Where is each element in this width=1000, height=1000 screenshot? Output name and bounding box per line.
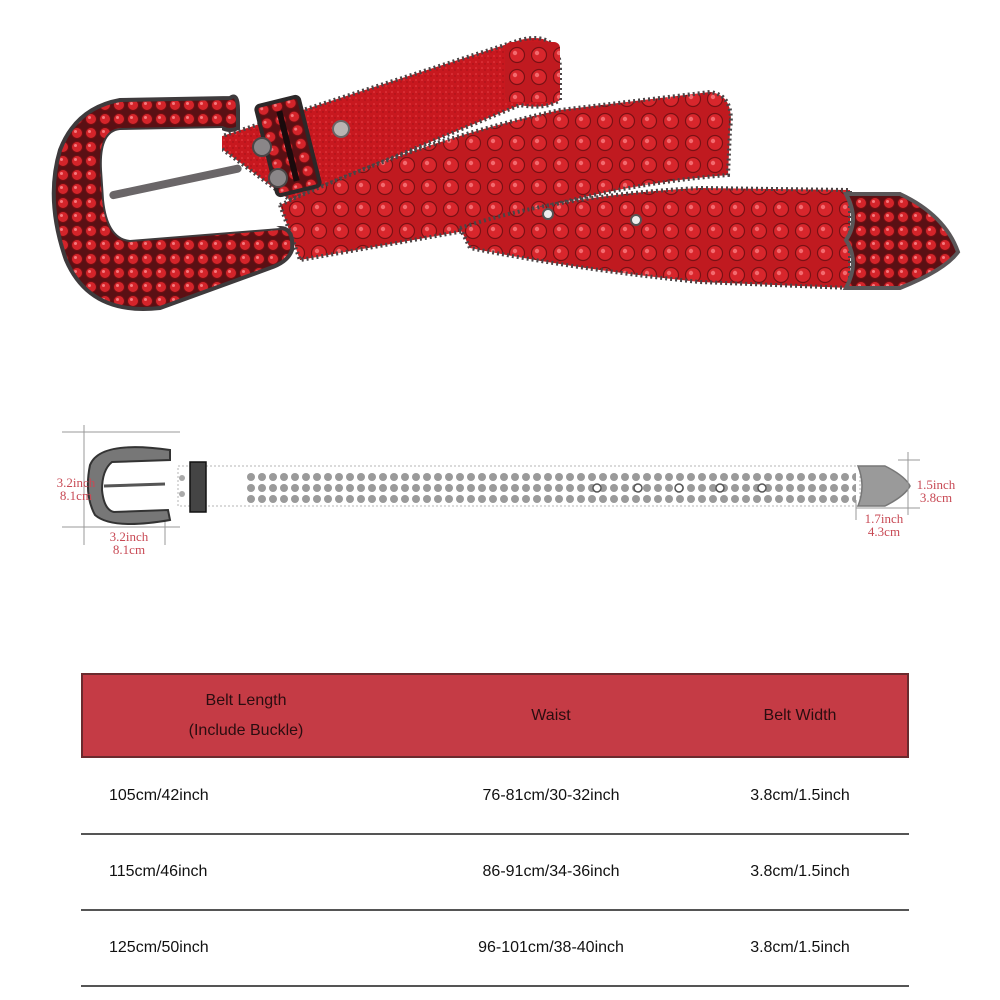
size-table [81,673,909,987]
header-waist: Waist [411,674,691,757]
buckle-height-inch: 3.2inch [56,475,96,490]
table-row [81,834,909,910]
product-photo-belt [0,0,1000,330]
cell-length: 105cm/42inch [81,757,411,834]
buckle-width-cm: 8.1cm [112,542,146,557]
buckle-height-cm: 8.1cm [59,488,93,503]
cell-width: 3.8cm/1.5inch [691,757,909,834]
cell-length: 115cm/46inch [81,834,411,910]
tip-length-inch: 1.7inch [864,511,904,526]
cell-width: 3.8cm/1.5inch [691,910,909,986]
cell-width: 3.8cm/1.5inch [691,834,909,910]
table-header-left-border [81,673,83,756]
tip-length-label [856,512,912,538]
tip-height-inch: 1.5inch [916,477,956,492]
cell-waist: 76-81cm/30-32inch [411,757,691,834]
buckle-height-label [50,476,102,502]
tip-length-cm: 4.3cm [867,524,901,539]
cell-waist: 96-101cm/38-40inch [411,910,691,986]
belt-tip [846,194,958,288]
dimension-diagram [40,410,980,560]
size-table-header-row [81,674,909,757]
buckle-width-label [100,530,158,556]
header-belt-length-line2: (Include Buckle) [188,721,304,739]
table-row [81,910,909,986]
table-header-right-border [907,673,909,756]
header-belt-width: Belt Width [691,674,909,757]
buckle-width-inch: 3.2inch [109,529,149,544]
cell-waist: 86-91cm/34-36inch [411,834,691,910]
tip-height-label [910,478,962,504]
table-row [81,757,909,834]
cell-length: 125cm/50inch [81,910,411,986]
header-belt-length [81,674,411,757]
size-chart [81,673,909,987]
tip-height-cm: 3.8cm [919,490,953,505]
header-belt-length-line1: Belt Length [205,691,287,709]
